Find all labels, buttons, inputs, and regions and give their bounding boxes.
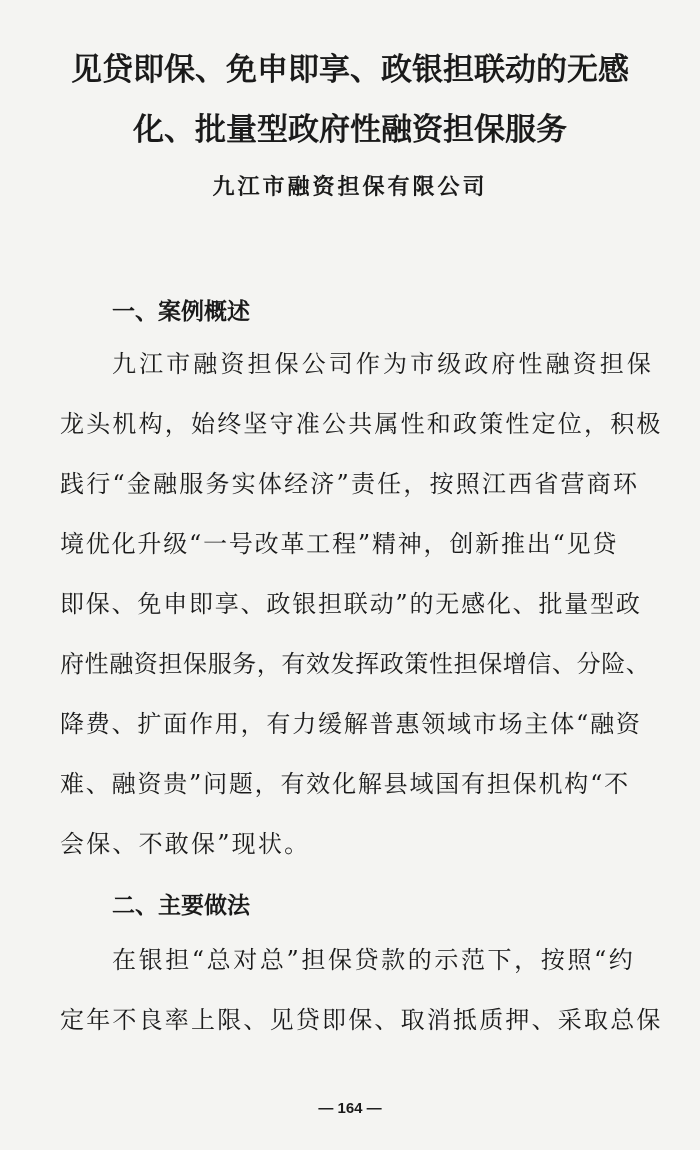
document-title-line-2: 化、批量型政府性融资担保服务 (133, 112, 567, 148)
section-2-line-2: 定年不良率上限、见贷即保、取消抵质押、采取总保 (60, 1006, 663, 1034)
organization-name: 九江市融资担保有限公司 (212, 174, 488, 200)
section-2-line-1: 在银担“总对总”担保贷款的示范下，按照“约 (112, 946, 636, 974)
section-1-line-4: 境优化升级“一号改革工程”精神，创新推出“见贷 (60, 530, 619, 558)
section-1-line-1: 九江市融资担保公司作为市级政府性融资担保 (112, 350, 654, 378)
section-2-heading: 二、主要做法 (112, 893, 250, 919)
section-1-line-9: 会保、不敢保”现状。 (60, 830, 311, 858)
document-title-line-1: 见贷即保、免申即享、政银担联动的无感 (71, 52, 629, 88)
section-1-line-8: 难、融资贵”问题，有效化解县域国有担保机构“不 (60, 770, 630, 798)
section-1-line-2: 龙头机构，始终坚守准公共属性和政策性定位，积极 (60, 410, 663, 438)
section-1-heading: 一、案例概述 (112, 299, 250, 325)
section-1-line-6: 府性融资担保服务，有效发挥政策性担保增信、分险、 (60, 650, 651, 678)
section-1-line-3: 践行“金融服务实体经济”责任，按照江西省营商环 (60, 470, 640, 498)
section-1-line-7: 降费、扩面作用，有力缓解普惠领域市场主体“融资 (60, 710, 642, 738)
section-1-line-5: 即保、免申即享、政银担联动”的无感化、批量型政 (60, 590, 642, 618)
page-number: — 164 — (318, 1100, 382, 1117)
